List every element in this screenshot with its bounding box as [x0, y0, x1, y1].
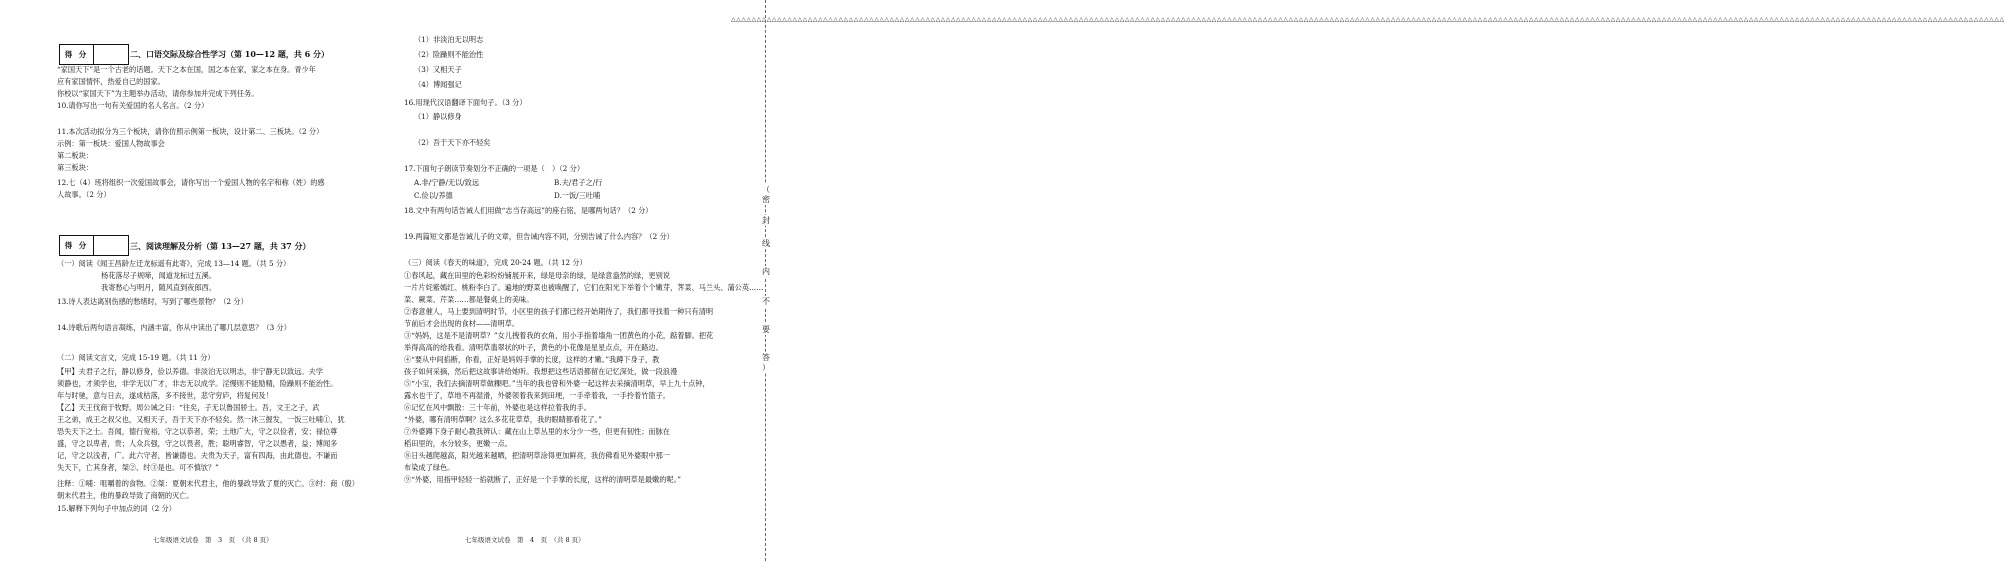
note-line: 注释：①哺：咀嚼着的食物。②桀：夏朝末代君主，他的暴政导致了夏的灭亡。③纣：商（殷） — [57, 479, 359, 488]
essay-line: ⑥记忆在风中飘散：三十年前，外婆也是这样拉着我的手。 — [404, 403, 591, 412]
seal-line — [765, 0, 766, 561]
q15-item: （1）非淡泊无以明志 — [414, 35, 484, 44]
text-line: 示例：第一板块：爱国人物故事会 — [57, 139, 165, 148]
question-15: 15.解释下列句子中加点的词（2 分） — [57, 504, 176, 513]
seal-char: （ — [762, 185, 770, 194]
text-line: 应有家国情怀，热爱自己的国家。 — [57, 77, 165, 86]
seal-char: 要 — [762, 325, 770, 334]
classical-heading: （二）阅读文言文，完成 15-19 题。（共 11 分） — [57, 353, 215, 362]
seal-margin — [727, 0, 2004, 561]
essay-line: 孩子如何采摘，然后把这故事讲给她听。我想把这些话语都留在记忆深处，做一段浪漫 — [404, 367, 678, 376]
text-line: 第二板块： — [57, 151, 93, 160]
note-line: 朝末代君主，他的暴政导致了商朝的灭亡。 — [57, 491, 194, 500]
score-label: 得 分 — [60, 45, 94, 64]
q15-item: （3）又相天子 — [414, 65, 462, 74]
essay-heading: （三）阅读《春天的味道》，完成 20-24 题。（共 12 分） — [404, 258, 587, 267]
score-blank[interactable] — [94, 236, 128, 255]
text-line: 盛，守之以卑者，贵；人众兵强，守之以畏者，胜；聪明睿智，守之以愚者，益；博闻多 — [57, 439, 338, 448]
section-3-title: 三、阅读理解及分析（第 13—27 题，共 37 分） — [130, 241, 311, 251]
essay-line: “外婆，哪有清明草啊？这么多花花草草，我的眼睛都看花了。” — [404, 415, 602, 424]
q15-item: （2）险躁则不能治性 — [414, 50, 484, 59]
text-line: 你校以“家国天下”为主题举办活动，请你参加并完成下列任务。 — [57, 89, 259, 98]
essay-line: ⑦外婆蹲下身子耐心教我辨认：藏在山上草丛里的水分少一些，但更有韧性；而脉在 — [404, 427, 670, 436]
text-line: 年与时驰，意与日去，遂成枯落，多不接世，悲守穷庐，将复何及！ — [57, 391, 273, 400]
question-16: 16.用现代汉语翻译下面句子。（3 分） — [404, 98, 527, 107]
question-19: 19.两篇短文都是告诫儿子的文章，但告诫内容不同，分别告诫了什么内容？（2 分） — [404, 232, 674, 241]
poem-line: 我寄愁心与明月，随风直到夜郎西。 — [101, 283, 217, 292]
text-line: 恐失天下之士。吾闻，德行宽裕，守之以恭者，荣；土地广大，守之以俭者，安；禄位尊 — [57, 427, 338, 436]
essay-line: ⑨“外婆，用指甲轻轻一掐就断了，正好是一个手掌的长度，这样的清明草是最嫩的呢。” — [404, 475, 681, 484]
poem-line: 杨花落尽子规啼，闻道龙标过五溪。 — [101, 271, 217, 280]
seal-char: 线 — [762, 239, 770, 248]
section-2-title: 二、口语交际及综合性学习（第 10—12 题，共 6 分） — [130, 49, 329, 59]
score-box — [59, 44, 129, 65]
q15-item: （4）博闻强记 — [414, 80, 462, 89]
score-blank[interactable] — [94, 45, 128, 64]
question-13: 13.诗人表达离别伤感的愁绪时，写到了哪些景物？（2 分） — [57, 297, 248, 306]
essay-line: 一片片姹紫嫣红、桃粉李白了。遍地的野菜也被唤醒了，它们在阳光下举着个个嫩芽，荠菜、马兰头、蒲公英…… — [404, 283, 764, 292]
essay-line: ①春风起，藏在田里的色彩纷纷铺展开来，绿是母亲的绿，是绿意盎然的绿，更别说 — [404, 271, 670, 280]
question-14: 14.诗歌后两句语言凝练，内涵丰富，你从中读出了哪几层意思？（3 分） — [57, 323, 291, 332]
text-line: 第三板块： — [57, 163, 93, 172]
text-line: 【甲】夫君子之行，静以修身，俭以养德。非淡泊无以明志，非宁静无以致远。夫学 — [57, 367, 323, 376]
essay-line: 举得高高的给我看。清明草翡翠状的叶子，黄色的小花像是星星点点，开在路边。 — [404, 343, 663, 352]
seal-char: 密 — [762, 195, 770, 204]
score-label: 得 分 — [60, 236, 94, 255]
essay-line: 菜、蕨菜、芹菜……都是餐桌上的美味。 — [404, 295, 534, 304]
seal-char: 内 — [762, 267, 770, 276]
page-footer-right: 七年级语文试卷 第 4 页 （共 8 页） — [465, 536, 585, 544]
option-c: C.俭以/养德 — [414, 191, 453, 200]
page-footer-left: 七年级语文试卷 第 3 页 （共 8 页） — [153, 536, 273, 544]
question-12: 12.七（4）班将组织一次爱国故事会，请你写出一个爱国人物的名字和称（姓）的感 — [57, 178, 325, 187]
seal-char: ） — [762, 363, 770, 372]
q16-item: （2）吾于天下亦不轻矣 — [414, 138, 491, 147]
essay-line: ④“要从中间掐断，你看，正好是妈妈手掌的长度，这样的才嫩。”我蹲下身子，教 — [404, 355, 660, 364]
essay-line: ⑧日头越爬越高，阳光越来越晒，把清明草涂得更加鲜亮，我仿佛看见外婆眼中那一 — [404, 451, 670, 460]
seal-char: 答 — [762, 353, 770, 362]
essay-line: ②春意催人，马上要到清明时节，小区里的孩子们都已经开始期待了，我们都寻找着一种只有清明 — [404, 307, 714, 316]
text-line: 记，守之以浅者，广。此六守者，皆谦德也。夫贵为天子，富有四海，由此德也。不谦而 — [57, 451, 338, 460]
text-line: 王之弟，成王之叔父也，又相天子，吾于天下亦不轻矣。然一沐三握发，一饭三吐哺①，犹 — [57, 415, 345, 424]
seal-char: 不 — [762, 297, 770, 306]
seal-char: 封 — [762, 216, 770, 225]
essay-line: 露水也干了，草地不再湿滑，外婆领着我来到田埂，一手牵着我，一手拎着竹篮子。 — [404, 391, 670, 400]
option-b: B.夫/君子之/行 — [554, 178, 603, 187]
option-d: D.一饭/三吐哺 — [554, 191, 601, 200]
question-11: 11.本次活动拟分为三个板块，请你仿照示例第一板块，设计第二、三板块。（2 分） — [57, 127, 324, 136]
text-line: “家国天下”是一个古老的话题。天下之本在国，国之本在家，家之本在身。青少年 — [57, 65, 316, 74]
text-line: 人故事。（2 分） — [57, 190, 111, 199]
triangle-pattern: △△△△△△△△△△△△△△△△△△△△△△△△△△△△△△△△△△△△△△△△△△△△△△△△△△△△△△△△△△△△△△△△△△△△△△△△△△△△△△△△△△△△△△△△△△△△△△△△△△△△△△△△△△△△△△△△△△△△△△△△△△△△△△△△△△△△△△△△△△△△△△△△△△△△△△△△△△△△△△△△△△△△△△△△△△△△△△△△△△△△△△△△△△△△△△△△△△△△△△△△△△△△△△△△△△△△△△△△△△△△△△△△△△△△△△△△△△△△△△△△△△△△△△△△△ — [731, 16, 2004, 23]
essay-line: ⑤“小宝，我们去摘清明草做粿吧。”当年的我也曾和外婆一起这样去采摘清明草，早上九十点钟， — [404, 379, 710, 388]
essay-line: 布染成了绿色。 — [404, 463, 455, 472]
text-line: 失天下，亡其身者，桀②、纣③是也。可不慎欤？” — [57, 463, 219, 472]
essay-line: 稻田里的，水分较多，更嫩一点。 — [404, 439, 512, 448]
score-box — [59, 235, 129, 256]
text-line: 须静也，才须学也，非学无以广才，非志无以成学。淫慢则不能励精，险躁则不能治性。 — [57, 379, 338, 388]
question-18: 18.文中有两句话告诫人们用做“志当存高远”的座右铭，是哪两句话？（2 分） — [404, 206, 653, 215]
essay-line: ③“妈妈，这是不是清明草？”女儿拽着我的衣角，用小手指着墙角一团黄色的小花，踮着脚。把花 — [404, 331, 714, 340]
poem-heading: （一）阅读《闻王昌龄左迁龙标遥有此寄》，完成 13—14 题。（共 5 分） — [57, 259, 291, 268]
q16-item: （1）静以修身 — [414, 112, 462, 121]
question-17: 17.下面句子朗读节奏划分不正确的一项是（ ）（2 分） — [404, 164, 585, 173]
essay-line: 节前后才会出现的食材——清明草。 — [404, 319, 520, 328]
option-a: A.非/宁静/无以/致远 — [414, 178, 480, 187]
question-10: 10.请你写出一句有关爱国的名人名言。（2 分） — [57, 101, 209, 110]
text-line: 【乙】天王伐商于牧野。周公诫之曰：“往矣，子无以鲁国骄士。吾，文王之子，武 — [57, 403, 320, 412]
